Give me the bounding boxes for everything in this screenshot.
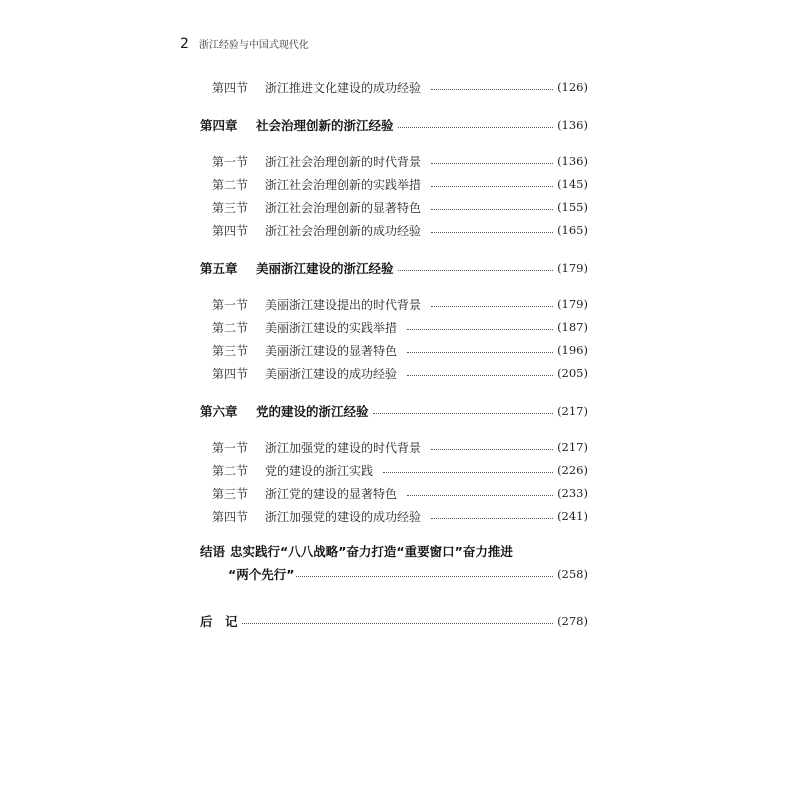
dot-leader: [431, 89, 553, 90]
section-title: 浙江社会治理创新的时代背景: [265, 154, 422, 169]
dot-leader: [431, 163, 553, 164]
toc-entry-ch6-sec4[interactable]: [212, 507, 588, 525]
section-title: 浙江社会治理创新的实践举措: [265, 177, 422, 192]
page-ref: (217): [557, 440, 588, 454]
section-label: 第四节: [212, 366, 249, 381]
toc-entry-ch5-sec1[interactable]: [212, 295, 588, 313]
section-label: 第四节: [212, 80, 249, 95]
page-ref: (278): [557, 614, 588, 628]
section-label: 第四节: [212, 509, 249, 524]
dot-leader: [398, 270, 554, 271]
dot-leader: [407, 352, 553, 353]
page-ref: (136): [557, 118, 588, 132]
toc-entry-ch4-sec3[interactable]: [212, 198, 588, 216]
conclusion-title-line1: 忠实践行“八八战略”奋力打造“重要窗口”奋力推进: [230, 544, 513, 559]
page-ref: (217): [557, 404, 588, 418]
page-ref: (187): [557, 320, 588, 334]
dot-leader: [242, 623, 554, 624]
section-title: 美丽浙江建设的实践举措: [265, 320, 398, 335]
toc-entry-ch4-sec4[interactable]: [212, 221, 588, 239]
conclusion-title-line2: “两个先行”: [228, 567, 295, 582]
page-ref: (165): [557, 223, 588, 237]
page-ref: (136): [557, 154, 588, 168]
section-title: 党的建设的浙江实践: [265, 463, 374, 478]
page-ref: (258): [557, 567, 588, 581]
dot-leader: [373, 413, 554, 414]
section-title: 浙江加强党的建设的成功经验: [265, 509, 422, 524]
toc-entry-conclusion-continued[interactable]: [228, 565, 588, 583]
dot-leader: [431, 449, 553, 450]
section-title: 浙江社会治理创新的成功经验: [265, 223, 422, 238]
page-number: 2: [180, 36, 189, 52]
section-label: 第一节: [212, 154, 249, 169]
dot-leader: [431, 186, 553, 187]
dot-leader: [407, 495, 553, 496]
page-ref: (126): [557, 80, 588, 94]
section-label: 第三节: [212, 486, 249, 501]
section-label: 第二节: [212, 177, 249, 192]
section-label: 第四节: [212, 223, 249, 238]
dot-leader: [296, 576, 553, 577]
toc-entry-ch5-sec2[interactable]: [212, 318, 588, 336]
section-title: 浙江加强党的建设的时代背景: [265, 440, 422, 455]
page-ref: (226): [557, 463, 588, 477]
chapter-label: 第四章: [200, 118, 238, 133]
toc-entry-ch6-sec2[interactable]: [212, 461, 588, 479]
conclusion-label: 结语: [200, 544, 226, 559]
toc-entry-conclusion[interactable]: [200, 542, 588, 560]
chapter-title: 美丽浙江建设的浙江经验: [256, 261, 394, 276]
dot-leader: [431, 232, 553, 233]
page-ref: (155): [557, 200, 588, 214]
toc-entry-ch5[interactable]: [200, 259, 588, 277]
toc-entry-ch5-sec4[interactable]: [212, 364, 588, 382]
afterword-label: 后 记: [200, 614, 238, 629]
section-title: 美丽浙江建设提出的时代背景: [265, 297, 422, 312]
toc-entry-afterword[interactable]: [200, 612, 588, 630]
toc-entry-ch5-sec3[interactable]: [212, 341, 588, 359]
page-ref: (145): [557, 177, 588, 191]
section-title: 美丽浙江建设的显著特色: [265, 343, 398, 358]
toc-entry-ch4-sec1[interactable]: [212, 152, 588, 170]
section-label: 第三节: [212, 343, 249, 358]
section-label: 第二节: [212, 320, 249, 335]
section-title: 美丽浙江建设的成功经验: [265, 366, 398, 381]
page-ref: (233): [557, 486, 588, 500]
chapter-label: 第六章: [200, 404, 238, 419]
section-label: 第一节: [212, 440, 249, 455]
page-ref: (205): [557, 366, 588, 380]
dot-leader: [398, 127, 554, 128]
page-ref: (196): [557, 343, 588, 357]
chapter-label: 第五章: [200, 261, 238, 276]
toc-entry-ch3-sec4[interactable]: [212, 78, 588, 96]
toc-entry-ch4[interactable]: [200, 116, 588, 134]
toc-entry-ch6-sec3[interactable]: [212, 484, 588, 502]
chapter-title: 党的建设的浙江经验: [256, 404, 369, 419]
section-label: 第二节: [212, 463, 249, 478]
section-title: 浙江社会治理创新的显著特色: [265, 200, 422, 215]
section-title: 浙江党的建设的显著特色: [265, 486, 398, 501]
running-header: [180, 36, 309, 56]
dot-leader: [383, 472, 553, 473]
running-header-title: 浙江经验与中国式现代化: [198, 40, 309, 51]
section-label: 第一节: [212, 297, 249, 312]
page-ref: (179): [557, 297, 588, 311]
dot-leader: [407, 329, 553, 330]
dot-leader: [407, 375, 553, 376]
toc-entry-ch6-sec1[interactable]: [212, 438, 588, 456]
dot-leader: [431, 209, 553, 210]
page-ref: (179): [557, 261, 588, 275]
section-title: 浙江推进文化建设的成功经验: [265, 80, 422, 95]
toc-entry-ch6[interactable]: [200, 402, 588, 420]
section-label: 第三节: [212, 200, 249, 215]
chapter-title: 社会治理创新的浙江经验: [256, 118, 394, 133]
dot-leader: [431, 306, 553, 307]
dot-leader: [431, 518, 553, 519]
toc-entry-ch4-sec2[interactable]: [212, 175, 588, 193]
page-ref: (241): [557, 509, 588, 523]
